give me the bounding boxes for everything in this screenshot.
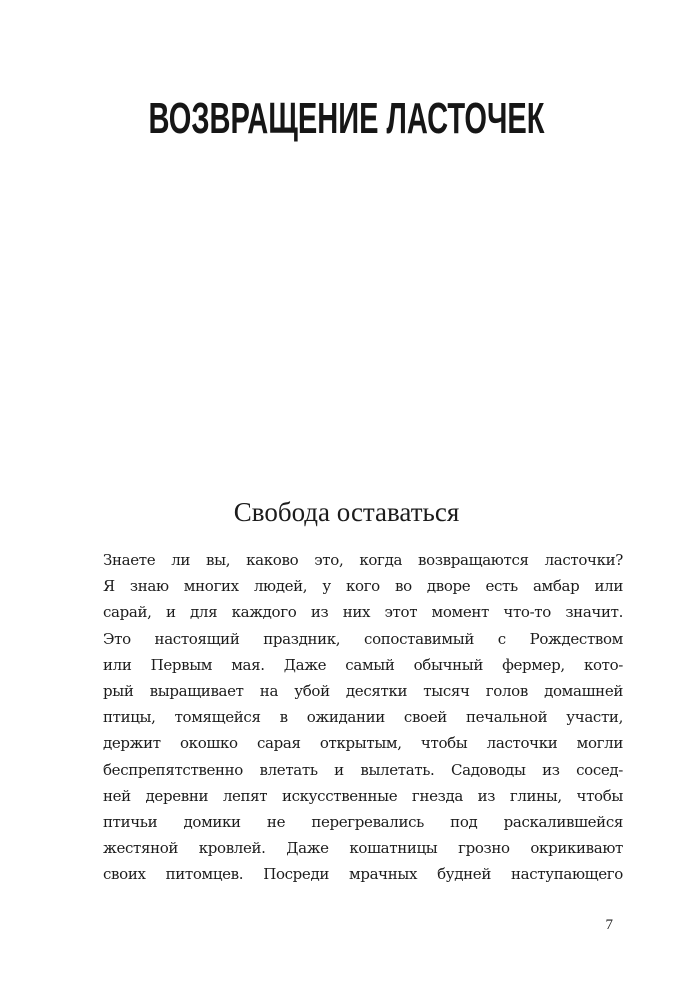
body-line: Знаете ли вы, каково это, когда возвращаются ласточки?	[103, 551, 623, 569]
body-line: своих питомцев. Посреди мрачных будней наступающего	[103, 865, 623, 884]
body-line: беспрепятственно влетать и вылетать. Садоводы из сосед-	[103, 760, 623, 779]
body-line: сарай, и для каждого из них этот момент что-то значит.	[103, 603, 623, 622]
body-line: птицы, томящейся в ожидании своей печальной участи,	[103, 708, 623, 727]
body-line: жестяной кровлей. Даже кошатницы грозно окрикивают	[103, 839, 623, 858]
body-line: ней деревни лепят искусственные гнезда из глины, чтобы	[103, 786, 623, 805]
body-line: или Первым мая. Даже самый обычный фермер, кото-	[103, 655, 623, 674]
body-line: держит окошко сарая открытым, чтобы ласточки могли	[103, 734, 623, 753]
body-text	[103, 547, 623, 887]
body-line: Я знаю многих людей, у кого во дворе есть амбар или	[103, 577, 623, 596]
body-line: рый выращивает на убой десятки тысяч голов домашней	[103, 681, 623, 700]
body-line: птичьи домики не перегревались под раскалившейся	[103, 812, 623, 831]
page-number: 7	[605, 917, 613, 933]
section-title: Свобода оставаться	[233, 497, 460, 527]
chapter-title: ВОЗВРАЩЕНИЕ ЛАСТОЧЕК	[148, 94, 545, 143]
body-line: Это настоящий праздник, сопоставимый с Рождеством	[103, 629, 623, 648]
